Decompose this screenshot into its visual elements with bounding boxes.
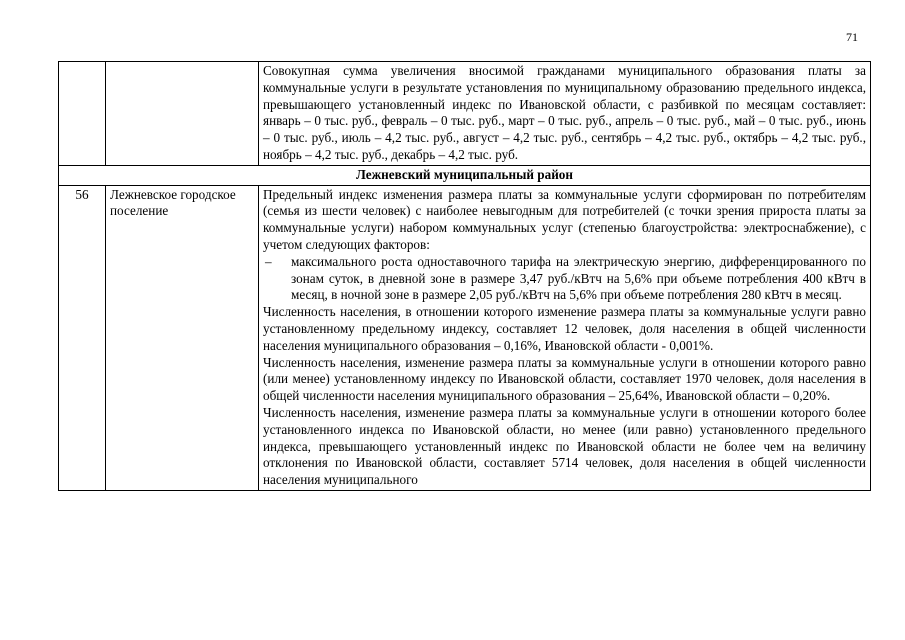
cell-summary: Совокупная сумма увеличения вносимой гражданами муниципального образования платы за коммунальные услуги в результате установления по муниципальному образованию предельного индекса, превышающего установленный индекс по Ивановской области, с разбивкой по месяцам составляет: январь – 0 тыс. руб., февраль – 0 тыс. руб., март – 0 тыс. руб., апрель – 0 тыс. руб., май – 0 тыс. руб., июнь – 0 тыс. руб., июль – 4,2 тыс. руб., август – 4,2 тыс. руб., сентябрь – 4,2 тыс. руб., октябрь – 4,2 тыс. руб., ноябрь – 4,2 тыс. руб., декабрь – 4,2 тыс. руб. <box>259 62 871 166</box>
bullet-text: максимального роста одноставочного тарифа на электрическую энергию, дифференцированного по зонам суток, в дневной зоне в размере 3,47 руб./кВтч на 5,6% при объеме потребления 400 кВтч в месяц, в ночной зоне в размере 2,05 руб./кВтч на 5,6% при объеме потребления 280 кВтч в месяц. <box>291 253 866 303</box>
cell-name-empty <box>106 62 259 166</box>
bullet-dash: – <box>265 253 272 269</box>
paragraph-population-regional: Численность населения, изменение размера платы за коммунальные услуги в отношении которого равно (или менее) установленному индексу по Ивановской области, составляет 1970 человек, доля населения в общей численности населения муниципального образования – 25,64%, Ивановской области – 0,20%. <box>263 354 866 404</box>
cell-description <box>259 185 871 490</box>
intro-paragraph: Предельный индекс изменения размера платы за коммунальные услуги сформирован по потребителям (семья из шести человек) с наиболее невыгодным для потребителей (с точки зрения прироста платы за коммунальные услуги) набором коммунальных услуг (степенью благоустройства: электроснабжение), с учетом следующих факторов: <box>263 186 866 252</box>
municipality-name: Лежневское городское поселение <box>106 185 259 490</box>
row-number: 56 <box>59 185 106 490</box>
table-row <box>59 185 871 490</box>
section-header-row <box>59 165 871 185</box>
table-row <box>59 62 871 166</box>
list-item <box>263 254 866 304</box>
section-title: Лежневский муниципальный район <box>59 165 871 185</box>
cell-number-empty <box>59 62 106 166</box>
paragraph-population-above: Численность населения, изменение размера платы за коммунальные услуги в отношении которого более установленного индекса по Ивановской области, но менее (или равно) установленного предельного индекса, превышающего установленный индекс по Ивановской области не более чем на величину отклонения по Ивановской области, составляет 5714 человек, доля населения в общей численности населения муниципального <box>263 404 866 488</box>
page-number: 71 <box>846 30 858 44</box>
paragraph-population-equal: Численность населения, в отношении которого изменение размера платы за коммунальные услуги равно установленному предельному индексу, составляет 12 человек, доля населения в общей численности населения муниципального образования – 0,16%, Ивановской области - 0,001%. <box>263 304 866 353</box>
document-table <box>58 61 871 491</box>
